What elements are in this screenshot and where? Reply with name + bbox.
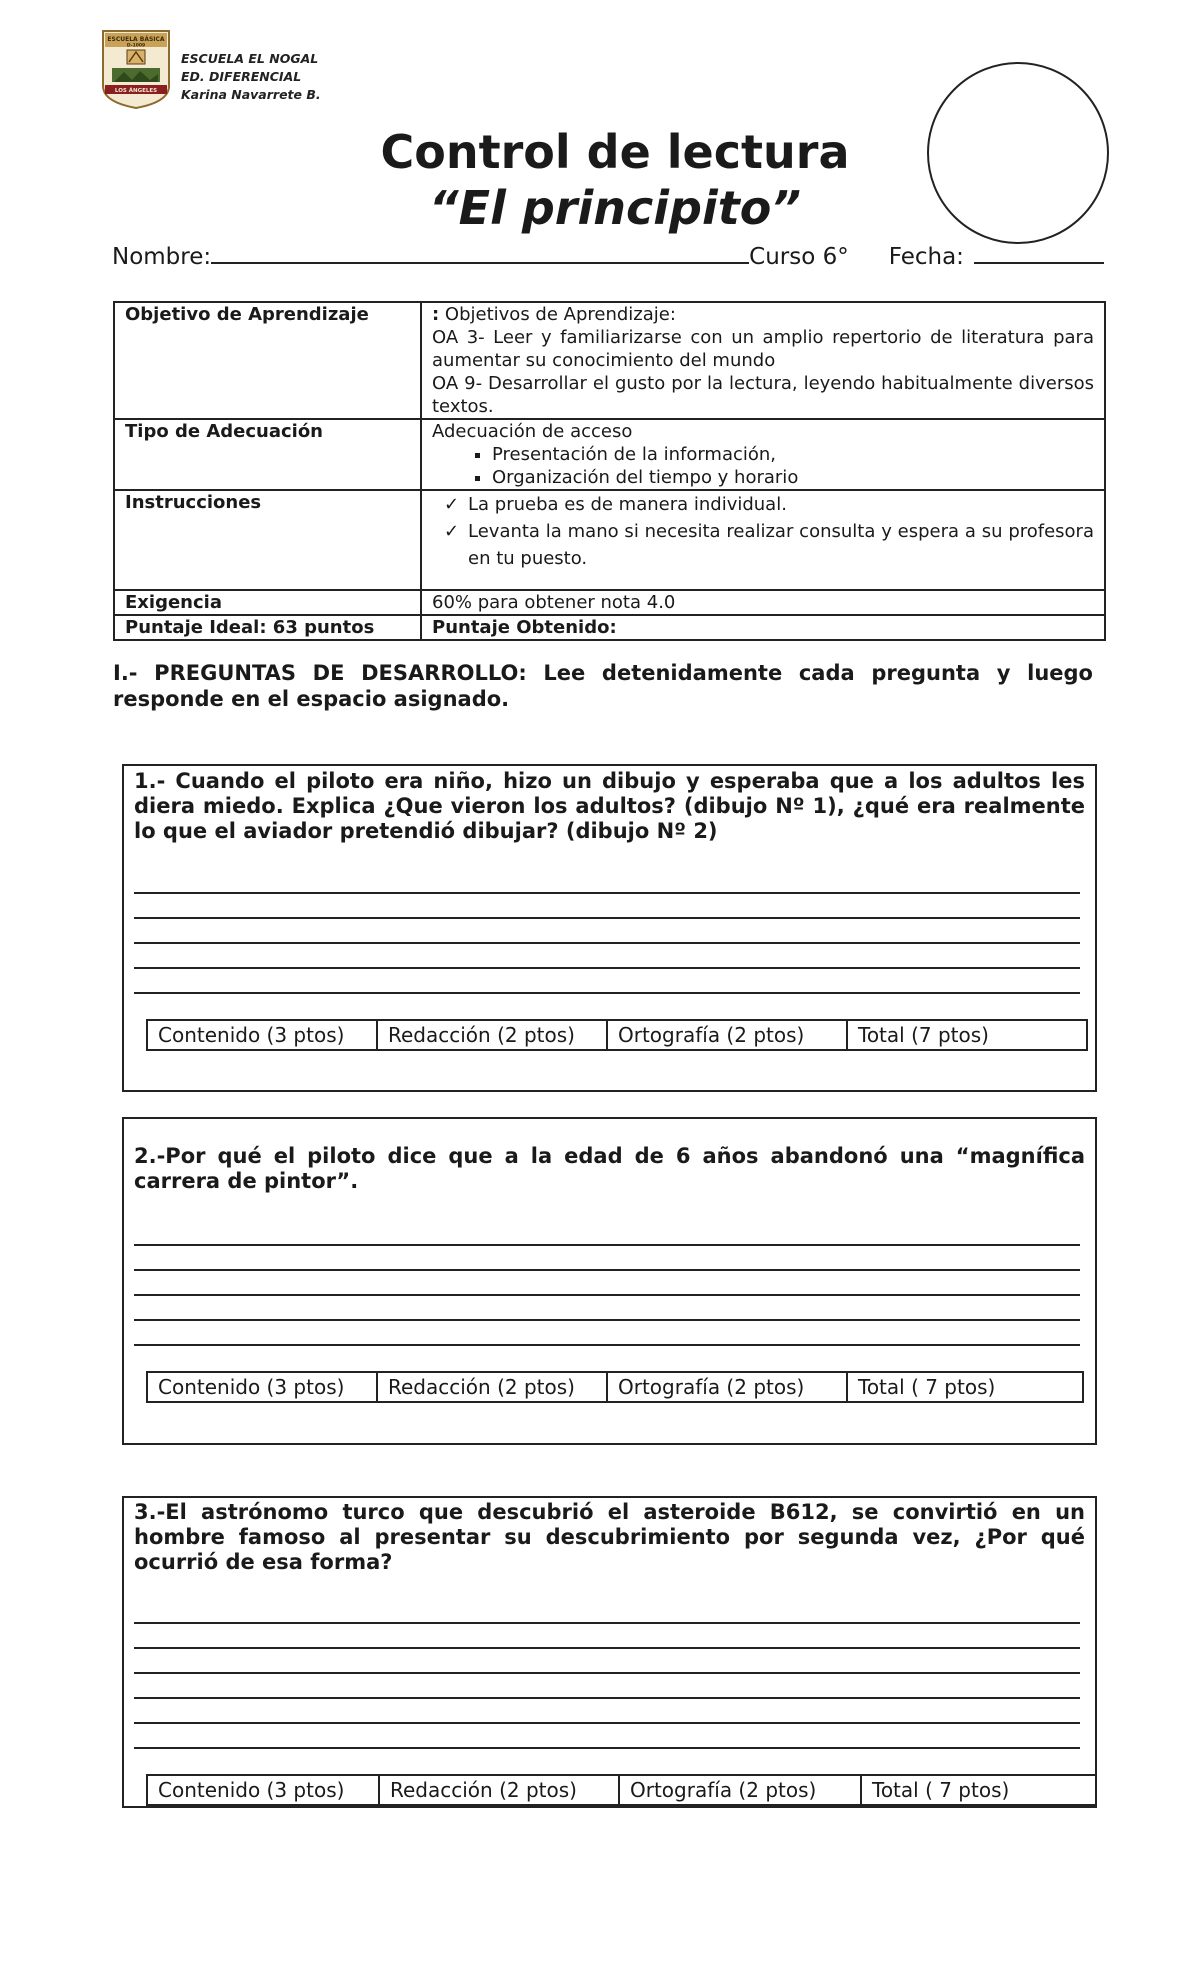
info-table xyxy=(113,301,1106,641)
oa9-text: OA 9- Desarrollar el gusto por la lectura, leyendo habitualmente diversos textos. xyxy=(432,373,1094,417)
requirement-row xyxy=(114,590,1105,615)
section-heading: I.- PREGUNTAS DE DESARROLLO: Lee detenidamente cada pregunta y luego responde en el espacio asignado. xyxy=(113,661,1093,711)
answer-line[interactable] xyxy=(134,917,1080,919)
rubric-spelling: Ortografía (2 ptos) xyxy=(607,1372,847,1402)
answer-line[interactable] xyxy=(134,1622,1080,1624)
score-ideal-label: Puntaje Ideal: 63 puntos xyxy=(114,615,421,640)
school-department: ED. DIFERENCIAL xyxy=(181,69,302,84)
rubric-total: Total (7 ptos) xyxy=(847,1020,1087,1050)
question-text: 3.-El astrónomo turco que descubrió el asteroide B612, se convirtió en un hombre famoso al presentar su descubrimiento por segunda vez, ¿Por qué ocurrió de esa forma? xyxy=(134,1500,1085,1574)
instructions-value xyxy=(421,490,1105,590)
answer-line[interactable] xyxy=(134,1344,1080,1346)
adaptation-text: Adecuación de acceso xyxy=(432,421,633,442)
book-title: “El principito” xyxy=(429,181,801,235)
rubric-writing: Redacción (2 ptos) xyxy=(377,1372,607,1402)
check-icon: ✓ xyxy=(444,521,460,542)
school-info xyxy=(181,50,321,104)
objective-label: Objetivo de Aprendizaje xyxy=(114,302,421,419)
rubric-content: Contenido (3 ptos) xyxy=(147,1775,379,1805)
answer-line[interactable] xyxy=(134,1294,1080,1296)
logo-text-2: D-1009 xyxy=(126,43,146,49)
rubric-spelling: Ortografía (2 ptos) xyxy=(607,1020,847,1050)
answer-line[interactable] xyxy=(134,1672,1080,1674)
score-row xyxy=(114,615,1105,640)
rubric-table xyxy=(146,1019,1088,1051)
instruction-item xyxy=(444,491,1094,518)
objective-colon: : xyxy=(432,304,440,325)
rubric-total: Total ( 7 ptos) xyxy=(861,1775,1096,1805)
logo-text-3: LOS ÁNGELES xyxy=(114,88,158,94)
requirement-label: Exigencia xyxy=(114,590,421,615)
check-icon: ✓ xyxy=(444,494,460,515)
question-text: 1.- Cuando el piloto era niño, hizo un dibujo y esperaba que a los adultos les diera miedo. Explica ¿Que vieron los adultos? (dibujo Nº 1), ¿qué era realmente lo que el aviador pretendió dibujar? (dibujo Nº 2) xyxy=(134,769,1085,843)
rubric-writing: Redacción (2 ptos) xyxy=(379,1775,619,1805)
answer-line[interactable] xyxy=(134,992,1080,994)
instructions-label: Instrucciones xyxy=(114,490,421,590)
instructions-list xyxy=(432,491,1094,572)
rubric-content: Contenido (3 ptos) xyxy=(147,1372,377,1402)
answer-line[interactable] xyxy=(134,892,1080,894)
page-title: Control de lectura xyxy=(380,125,850,179)
answer-line[interactable] xyxy=(134,1244,1080,1246)
date-label: Fecha: xyxy=(888,244,964,270)
objective-row xyxy=(114,302,1105,419)
objective-value xyxy=(421,302,1105,419)
date-field[interactable] xyxy=(974,240,1104,264)
rubric-table xyxy=(146,1371,1084,1403)
adaptation-list xyxy=(432,443,1094,489)
instruction-item xyxy=(444,518,1094,572)
answer-line[interactable] xyxy=(134,1722,1080,1724)
question-text: 2.-Por qué el piloto dice que a la edad de 6 años abandonó una “magnífica carrera de pintor”. xyxy=(134,1144,1085,1193)
rubric-table xyxy=(146,1774,1097,1806)
oa3-text: OA 3- Leer y familiarizarse con un amplio repertorio de literatura para aumentar su conocimiento del mundo xyxy=(432,327,1094,371)
student-line xyxy=(112,240,1104,272)
rubric-total: Total ( 7 ptos) xyxy=(847,1372,1083,1402)
answer-line[interactable] xyxy=(134,1697,1080,1699)
requirement-value: 60% para obtener nota 4.0 xyxy=(421,590,1105,615)
objective-heading xyxy=(432,303,1094,326)
school-logo xyxy=(100,28,172,110)
name-label: Nombre: xyxy=(112,244,212,270)
teacher-name: Karina Navarrete B. xyxy=(181,87,321,102)
answer-line[interactable] xyxy=(134,1269,1080,1271)
school-name: ESCUELA EL NOGAL xyxy=(181,51,319,66)
rubric-content: Contenido (3 ptos) xyxy=(147,1020,377,1050)
question-box xyxy=(122,1117,1097,1445)
adaptation-row xyxy=(114,419,1105,490)
adaptation-label: Tipo de Adecuación xyxy=(114,419,421,490)
score-obtained-label: Puntaje Obtenido: xyxy=(421,615,1105,640)
adaptation-value xyxy=(421,419,1105,490)
name-field[interactable] xyxy=(211,240,749,264)
instruction-text: La prueba es de manera individual. xyxy=(468,494,787,515)
question-box xyxy=(122,1496,1097,1808)
answer-line[interactable] xyxy=(134,1647,1080,1649)
answer-line[interactable] xyxy=(134,1319,1080,1321)
instruction-text: Levanta la mano si necesita realizar consulta y espera a su profesora en tu puesto. xyxy=(468,521,1094,569)
adaptation-item: ▪ Presentación de la información, xyxy=(492,443,1094,466)
instructions-row xyxy=(114,490,1105,590)
question-box xyxy=(122,764,1097,1092)
rubric-spelling: Ortografía (2 ptos) xyxy=(619,1775,861,1805)
logo-text-1: ESCUELA BÁSICA xyxy=(107,36,165,43)
objective-heading-text: Objetivos de Aprendizaje: xyxy=(439,304,676,325)
answer-line[interactable] xyxy=(134,942,1080,944)
rubric-writing: Redacción (2 ptos) xyxy=(377,1020,607,1050)
course-label: Curso 6° xyxy=(749,244,849,270)
answer-line[interactable] xyxy=(134,967,1080,969)
answer-line[interactable] xyxy=(134,1747,1080,1749)
adaptation-item: ▪ Organización del tiempo y horario xyxy=(492,466,1094,489)
